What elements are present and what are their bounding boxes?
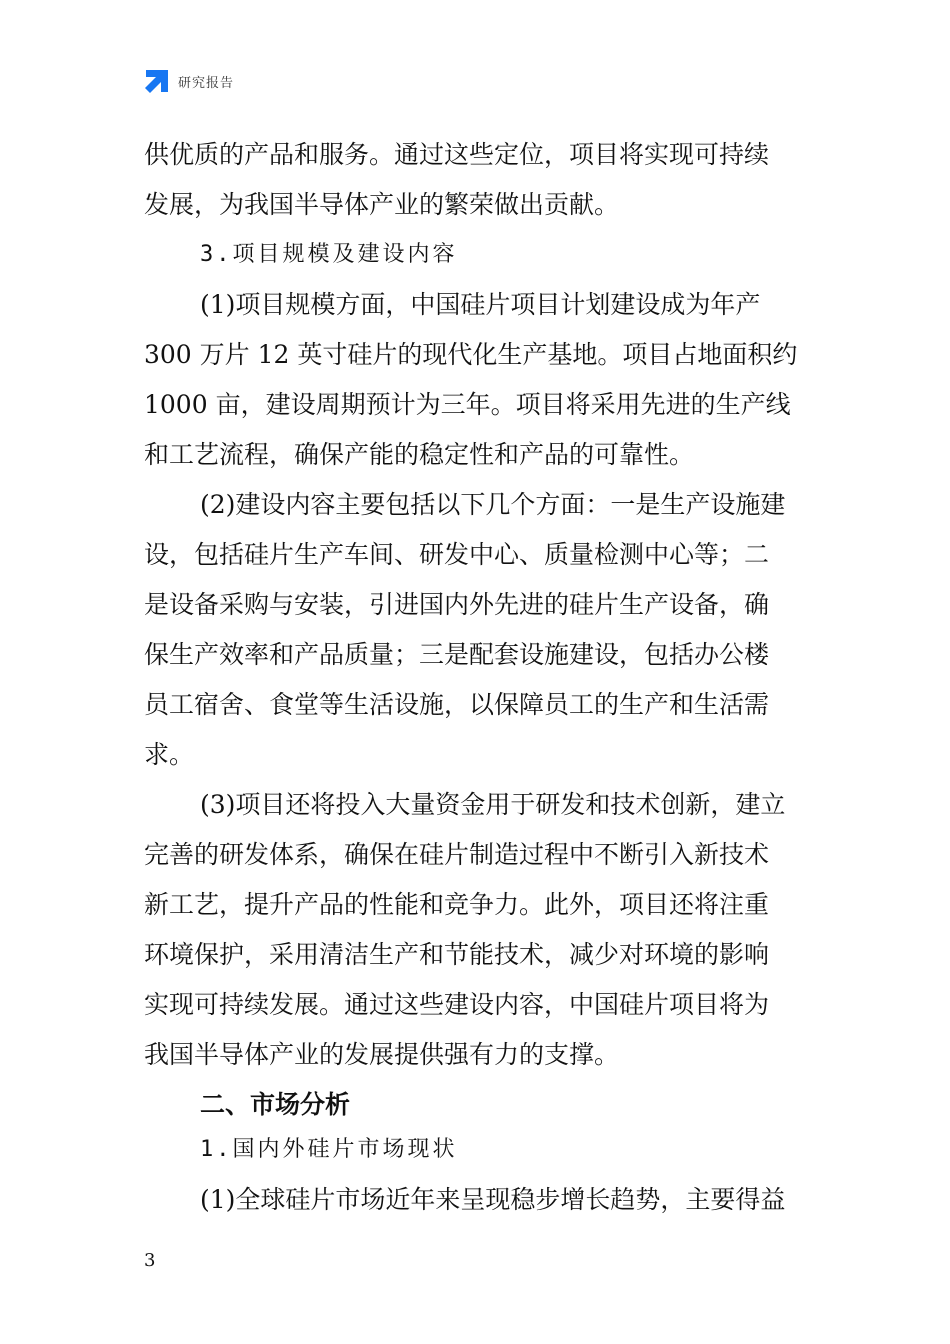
section-heading: 1.国内外硅片市场现状 — [200, 1137, 458, 1162]
report-header — [144, 68, 234, 94]
paragraph-line: 300 万片 12 英寸硅片的现代化生产基地。项目占地面积约 — [144, 340, 798, 369]
page-number: 3 — [144, 1250, 156, 1271]
arrow-up-right-icon — [144, 68, 170, 94]
paragraph-line: 完善的研发体系，确保在硅片制造过程中不断引入新技术 — [144, 840, 770, 869]
paragraph-line: 员工宿舍、食堂等生活设施，以保障员工的生产和生活需 — [144, 690, 770, 719]
paragraph-line: 设，包括硅片生产车间、研发中心、质量检测中心等；二 — [144, 540, 770, 569]
paragraph-line: (2)建设内容主要包括以下几个方面：一是生产设施建 — [200, 490, 786, 519]
paragraph-line: 供优质的产品和服务。通过这些定位，项目将实现可持续 — [144, 140, 770, 169]
paragraph-line: (3)项目还将投入大量资金用于研发和技术创新，建立 — [200, 790, 786, 819]
paragraph-line: 发展，为我国半导体产业的繁荣做出贡献。 — [144, 190, 620, 219]
header-label: 研究报告 — [178, 75, 235, 91]
paragraph-line: 新工艺，提升产品的性能和竞争力。此外，项目还将注重 — [144, 890, 770, 919]
section-heading: 3.项目规模及建设内容 — [200, 242, 458, 267]
paragraph-line: 环境保护，采用清洁生产和节能技术，减少对环境的影响 — [144, 940, 770, 969]
paragraph-line: 实现可持续发展。通过这些建设内容，中国硅片项目将为 — [144, 990, 770, 1019]
chapter-heading: 二、市场分析 — [200, 1090, 351, 1119]
paragraph-line: (1)项目规模方面，中国硅片项目计划建设成为年产 — [200, 290, 761, 319]
paragraph-line: 1000 亩，建设周期预计为三年。项目将采用先进的生产线 — [144, 390, 791, 419]
paragraph-line: (1)全球硅片市场近年来呈现稳步增长趋势，主要得益 — [200, 1185, 786, 1214]
paragraph-line: 是设备采购与安装，引进国内外先进的硅片生产设备，确 — [144, 590, 770, 619]
paragraph-line: 保生产效率和产品质量；三是配套设施建设，包括办公楼 — [144, 640, 770, 669]
paragraph-line: 和工艺流程，确保产能的稳定性和产品的可靠性。 — [144, 440, 695, 469]
paragraph-line: 求。 — [144, 740, 195, 769]
paragraph-line: 我国半导体产业的发展提供强有力的支撑。 — [144, 1040, 620, 1069]
